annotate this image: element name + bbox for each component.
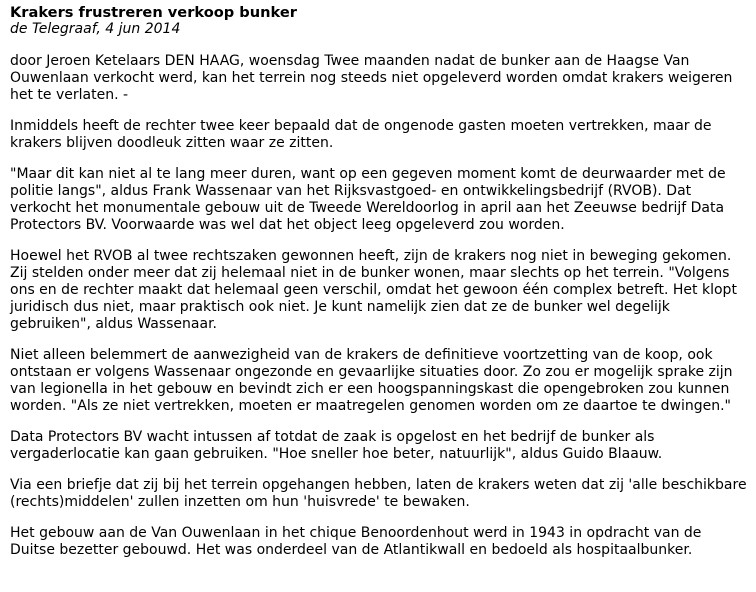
- article-paragraph-4: Hoewel het RVOB al twee rechtszaken gewonnen heeft, zijn de krakers nog niet in beweging gekomen. Zij stelden onder meer dat zij helemaal niet in de bunker wonen, maar slechts op het terrein. "Volgens ons en de rechter maakt dat helemaal geen verschil, omdat het gewoon één complex betreft. Het klopt juridisch dus niet, maar praktisch ook niet. Je kunt namelijk zien dat ze de bunker wel degelijk gebruiken", aldus Wassenaar.: [10, 248, 737, 332]
- article-paragraph-8: Het gebouw aan de Van Ouwenlaan in het chique Benoordenhout werd in 1943 in opdracht van de Duitse bezetter gebouwd. Het was onderdeel van de Atlantikwall en bedoeld als hospitaalbunker.: [10, 525, 702, 558]
- article-paragraph-5: Niet alleen belemmert de aanwezigheid van de krakers de definitieve voortzetting van de koop, ook ontstaan er volgens Wassenaar ongezonde en gevaarlijke situaties door. Zo zou er mogelijk sprake zijn van legionella in het gebouw en bevindt zich er een hoogspanningskast die opengebroken zou kunnen worden. "Als ze niet vertrekken, moeten er maatregelen genomen worden om ze daartoe te dwingen.": [10, 347, 733, 414]
- article-paragraph-6: Data Protectors BV wacht intussen af totdat de zaak is opgelost en het bedrijf de bunker als vergaderlocatie kan gaan gebruiken. "Hoe sneller hoe beter, natuurlijk", aldus Guido Blaauw.: [10, 429, 663, 462]
- article-source: de Telegraaf, 4 jun 2014: [10, 21, 181, 37]
- article-headline: Krakers frustreren verkoop bunker: [10, 4, 297, 21]
- article-paragraph-2: Inmiddels heeft de rechter twee keer bepaald dat de ongenode gasten moeten vertrekken, maar de krakers blijven doodleuk zitten waar ze zitten.: [10, 118, 712, 151]
- article-paragraph-7: Via een briefje dat zij bij het terrein opgehangen hebben, laten de krakers weten dat zij 'alle beschikbare (rechts)middelen' zullen inzetten om hun 'huisvrede' te bewaken.: [10, 477, 747, 510]
- article-paragraph-1: door Jeroen Ketelaars DEN HAAG, woensdag Twee maanden nadat de bunker aan de Haagse Van Ouwenlaan verkocht werd, kan het terrein nog steeds niet opgeleverd worden omdat krakers weigeren het te verlaten. -: [10, 53, 733, 103]
- article-paragraph-3: "Maar dit kan niet al te lang meer duren, want op een gegeven moment komt de deurwaarder met de politie langs", aldus Frank Wassenaar van het Rijksvastgoed- en ontwikkelingsbedrijf (RVOB). Dat verkocht het monumentale gebouw uit de Tweede Wereldoorlog in april aan het Zeeuwse bedrijf Data Protectors BV. Voorwaarde was wel dat het object leeg opgeleverd zou worden.: [10, 166, 726, 233]
